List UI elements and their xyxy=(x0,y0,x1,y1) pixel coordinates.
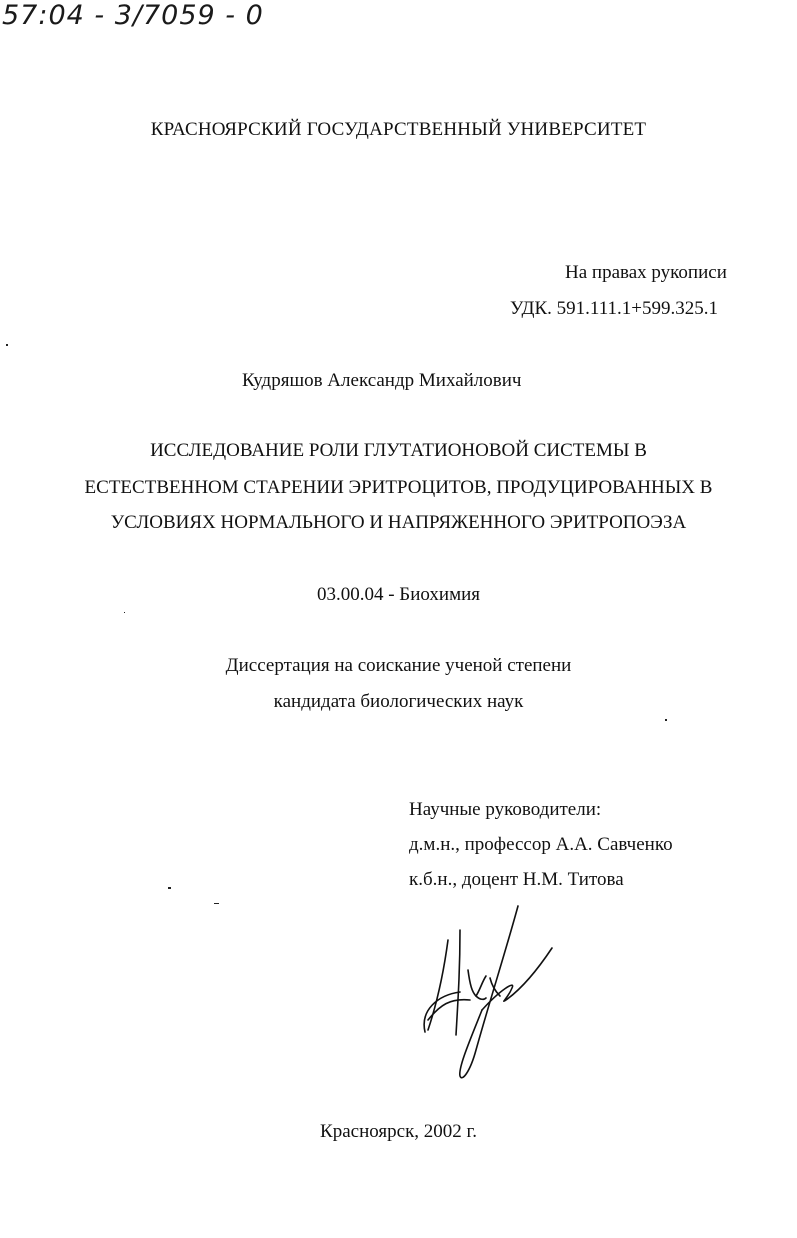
supervisors-heading: Научные руководители: xyxy=(409,799,602,820)
scan-speck xyxy=(665,719,667,721)
manuscript-rights-note: На правах рукописи xyxy=(565,262,727,283)
degree-line: кандидата биологических наук xyxy=(273,691,524,712)
title-line: ИССЛЕДОВАНИЕ РОЛИ ГЛУТАТИОНОВОЙ СИСТЕМЫ В xyxy=(150,440,647,461)
scan-speck xyxy=(6,344,8,346)
author-signature xyxy=(420,900,560,1090)
supervisor-name: к.б.н., доцент Н.М. Титова xyxy=(409,869,624,890)
city-year: Красноярск, 2002 г. xyxy=(320,1121,477,1142)
author-name: Кудряшов Александр Михайлович xyxy=(242,370,522,391)
specialty-code: 03.00.04 - Биохимия xyxy=(316,584,481,605)
supervisor-name: д.м.н., профессор А.А. Савченко xyxy=(409,834,673,855)
scan-speck xyxy=(124,612,125,613)
udc-code: УДК. 591.111.1+599.325.1 xyxy=(510,298,718,319)
scan-speck xyxy=(168,887,171,889)
title-line: УСЛОВИЯХ НОРМАЛЬНОГО И НАПРЯЖЕННОГО ЭРИТРОПОЭЗА xyxy=(110,512,687,533)
university-name: КРАСНОЯРСКИЙ ГОСУДАРСТВЕННЫЙ УНИВЕРСИТЕТ xyxy=(150,119,647,140)
title-line: ЕСТЕСТВЕННОМ СТАРЕНИИ ЭРИТРОЦИТОВ, ПРОДУЦИРОВАННЫХ В xyxy=(84,477,713,498)
scan-speck xyxy=(214,903,219,904)
degree-line: Диссертация на соискание ученой степени xyxy=(225,655,572,676)
handwritten-archive-code: 57:04 - 3/7059 - 0 xyxy=(2,0,264,31)
